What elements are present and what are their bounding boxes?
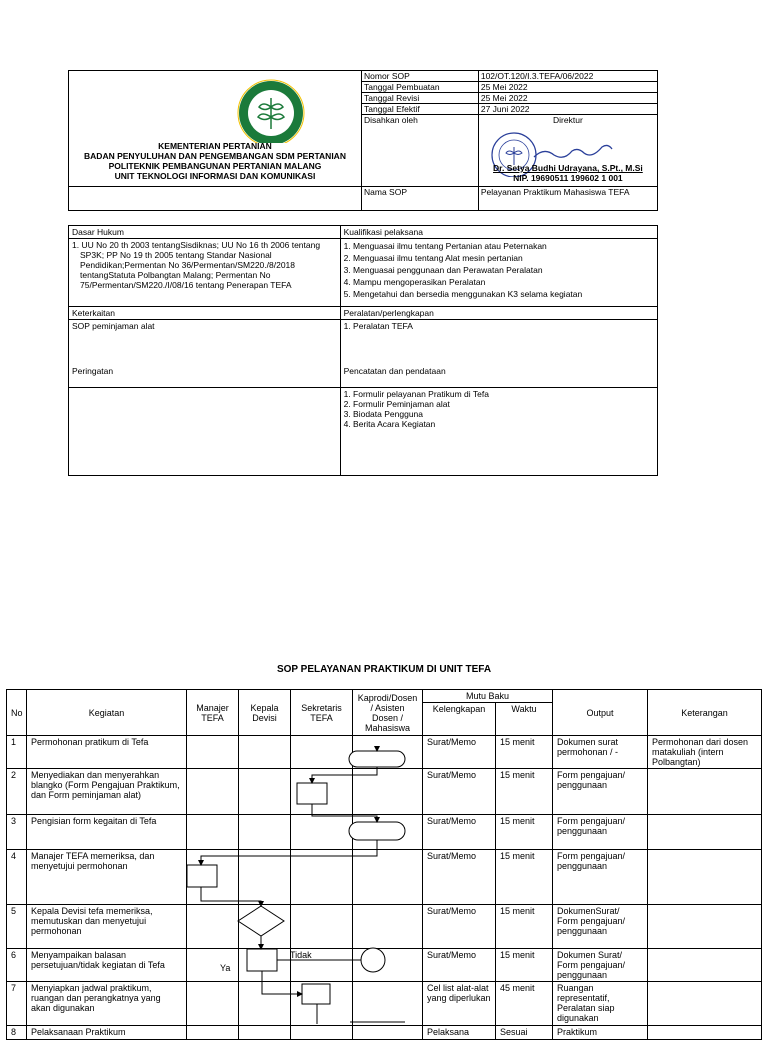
flow-kegiatan: Menyampaikan balasan persetujuan/tidak kegiatan di Tefa bbox=[27, 949, 187, 982]
process-box bbox=[187, 865, 217, 887]
flow-waktu: 15 menit bbox=[496, 736, 553, 769]
disahkan-label: Disahkan oleh bbox=[362, 115, 479, 187]
flow-waktu: 15 menit bbox=[496, 905, 553, 949]
col-kepala: Kepala Devisi bbox=[239, 690, 291, 736]
process-box bbox=[247, 949, 277, 971]
field-value: 25 Mei 2022 bbox=[478, 82, 657, 93]
lane-manajer bbox=[187, 1026, 239, 1040]
terminator-start bbox=[349, 751, 405, 767]
decision-diamond bbox=[238, 906, 284, 936]
flow-output: Dokumen Surat/ Form pengajuan/ penggunaan bbox=[553, 949, 648, 982]
flow-no: 7 bbox=[7, 982, 27, 1026]
flow-kelengkapan: Cel list alat-alat yang diperlukan bbox=[423, 982, 496, 1026]
col-keterangan: Keterangan bbox=[648, 690, 762, 736]
flow-output: Praktikum bbox=[553, 1026, 648, 1040]
field-label: Tanggal Revisi bbox=[362, 93, 479, 104]
flow-arrow bbox=[201, 840, 377, 865]
col-kegiatan: Kegiatan bbox=[27, 690, 187, 736]
direktur-label: Direktur bbox=[553, 115, 583, 125]
nama-sop-label: Nama SOP bbox=[362, 187, 479, 211]
col-manajer: Manajer TEFA bbox=[187, 690, 239, 736]
col-mutu: Mutu Baku bbox=[423, 690, 553, 703]
field-label: Nomor SOP bbox=[362, 71, 479, 82]
org-line: BADAN PENYULUHAN DAN PENGEMBANGAN SDM PERTANIAN bbox=[84, 151, 346, 161]
flow-kegiatan: Permohonan pratikum di Tefa bbox=[27, 736, 187, 769]
pencatatan-item: 1. Formulir pelayanan Pratikum di Tefa bbox=[343, 389, 489, 399]
flow-kelengkapan: Surat/Memo bbox=[423, 850, 496, 905]
org-line: KEMENTERIAN PERTANIAN bbox=[158, 141, 272, 151]
flow-waktu: Sesuai bbox=[496, 1026, 553, 1040]
field-value: 25 Mei 2022 bbox=[478, 93, 657, 104]
flow-kegiatan: Pelaksanaan Praktikum bbox=[27, 1026, 187, 1040]
flow-waktu: 45 menit bbox=[496, 982, 553, 1026]
flow-kegiatan: Menyediakan dan menyerahkan blangko (Form Pengajuan Praktikum, dan Form peminjaman alat) bbox=[27, 769, 187, 815]
flow-output: DokumenSurat/ Form pengajuan/ penggunaan bbox=[553, 905, 648, 949]
flow-no: 8 bbox=[7, 1026, 27, 1040]
org-line: POLITEKNIK PEMBANGUNAN PERTANIAN MALANG bbox=[108, 161, 322, 171]
flow-row bbox=[7, 1026, 762, 1040]
dasar-hukum-text: 1. UU No 20 th 2003 tentangSisdiknas; UU No 16 th 2006 tentang SP3K; PP No 19 th 2005 tentang Standar Nasional Pendidikan;Permentan No 36/Permentan/SM220./8/2018 tentangStatuta Polbangtan Malang; Permentan No 75/Permentan/SM220./I/08/16 tentang Penerapan TEFA bbox=[69, 239, 341, 307]
flow-kegiatan: Kepala Devisi tefa memeriksa, memutuskan dan menyetujui permohonan bbox=[27, 905, 187, 949]
col-kelengkapan: Kelengkapan bbox=[423, 703, 496, 736]
flow-no: 5 bbox=[7, 905, 27, 949]
lane-sekretaris bbox=[291, 1026, 353, 1040]
kualifikasi-item: 4. Mampu mengoperasikan Peralatan bbox=[343, 277, 486, 287]
flow-keterangan: Permohonan dari dosen matakuliah (intern Polbangtan) bbox=[648, 736, 762, 769]
director-nip: NIP. 19690511 199602 1 001 bbox=[513, 173, 623, 183]
lane-kepala bbox=[239, 1026, 291, 1040]
process-box bbox=[302, 984, 330, 1004]
kualifikasi-item: 5. Mengetahui dan bersedia menggunakan K3 selama kegiatan bbox=[343, 289, 583, 299]
director-name: Dr. Setya Budhi Udrayana, S.Pt., M.Si bbox=[493, 163, 643, 173]
field-label: Tanggal Pembuatan bbox=[362, 82, 479, 93]
label-tidak: Tidak bbox=[290, 950, 312, 960]
flow-kelengkapan: Surat/Memo bbox=[423, 949, 496, 982]
dasar-hukum-label: Dasar Hukum bbox=[69, 226, 341, 239]
flow-no: 1 bbox=[7, 736, 27, 769]
flow-kegiatan: Pengisian form kegaitan di Tefa bbox=[27, 815, 187, 850]
flow-output: Ruangan representatif, Peralatan siap digunakan bbox=[553, 982, 648, 1026]
field-value: 102/OT.120/I.3.TEFA/06/2022 bbox=[478, 71, 657, 82]
col-no: No bbox=[7, 690, 27, 736]
flow-kelengkapan: Surat/Memo bbox=[423, 736, 496, 769]
flow-waktu: 15 menit bbox=[496, 850, 553, 905]
pencatatan-item: 4. Berita Acara Kegiatan bbox=[343, 419, 436, 429]
field-label: Tanggal Efektif bbox=[362, 104, 479, 115]
flow-no: 6 bbox=[7, 949, 27, 982]
lane-kaprodi bbox=[353, 1026, 423, 1040]
nama-sop-value: Pelayanan Praktikum Mahasiswa TEFA bbox=[478, 187, 657, 211]
process-box bbox=[297, 783, 327, 804]
keterkaitan-label: Keterkaitan bbox=[69, 307, 341, 320]
flow-waktu: 15 menit bbox=[496, 769, 553, 815]
label-ya: Ya bbox=[220, 963, 231, 973]
flow-waktu: 15 menit bbox=[496, 949, 553, 982]
org-line: UNIT TEKNOLOGI INFORMASI DAN KOMUNIKASI bbox=[114, 171, 316, 181]
flow-kelengkapan: Surat/Memo bbox=[423, 769, 496, 815]
peralatan-label: Peralatan/perlengkapan bbox=[340, 307, 657, 320]
peralatan-text: 1. Peralatan TEFA bbox=[343, 321, 413, 331]
flow-output: Form pengajuan/ penggunaan bbox=[553, 850, 648, 905]
keterkaitan-text: SOP peminjaman alat bbox=[72, 321, 155, 331]
flow-arrow bbox=[312, 767, 377, 783]
field-value: 27 Juni 2022 bbox=[478, 104, 657, 115]
connector-circle bbox=[361, 948, 385, 972]
flow-arrow bbox=[312, 804, 377, 822]
flow-kelengkapan: Surat/Memo bbox=[423, 815, 496, 850]
flow-no: 4 bbox=[7, 850, 27, 905]
flow-kelengkapan: Pelaksana bbox=[423, 1026, 496, 1040]
flow-waktu: 15 menit bbox=[496, 815, 553, 850]
pencatatan-item: 3. Biodata Pengguna bbox=[343, 409, 423, 419]
col-kaprodi: Kaprodi/Dosen / Asisten Dosen / Mahasiswa bbox=[353, 690, 423, 736]
flow-no: 2 bbox=[7, 769, 27, 815]
flow-output: Form pengajuan/ penggunaan bbox=[553, 769, 648, 815]
flow-keterangan bbox=[648, 1026, 762, 1040]
kualifikasi-item: 3. Menguasai penggunaan dan Perawatan Peralatan bbox=[343, 265, 543, 275]
flow-arrow bbox=[262, 971, 302, 994]
flow-arrow bbox=[201, 887, 261, 906]
kualifikasi-item: 2. Menguasai ilmu tentang Alat mesin pertanian bbox=[343, 253, 523, 263]
kualifikasi-item: 1. Menguasai ilmu tentang Pertanian atau Peternakan bbox=[343, 241, 547, 251]
col-output: Output bbox=[553, 690, 648, 736]
peringatan-label: Peringatan bbox=[72, 366, 114, 376]
pencatatan-item: 2. Formulir Peminjaman alat bbox=[343, 399, 450, 409]
col-waktu: Waktu bbox=[496, 703, 553, 736]
terminator-shape bbox=[349, 822, 405, 840]
flow-title: SOP PELAYANAN PRAKTIKUM DI UNIT TEFA bbox=[276, 664, 492, 675]
pencatatan-label: Pencatatan dan pendataan bbox=[343, 366, 446, 376]
flow-kegiatan: Menyiapkan jadwal praktikum, ruangan dan perangkatnya yang akan digunakan bbox=[27, 982, 187, 1026]
flow-kegiatan: Manajer TEFA memeriksa, dan menyetujui permohonan bbox=[27, 850, 187, 905]
flow-output: Form pengajuan/ penggunaan bbox=[553, 815, 648, 850]
col-sekretaris: Sekretaris TEFA bbox=[291, 690, 353, 736]
flow-no: 3 bbox=[7, 815, 27, 850]
kualifikasi-label: Kualifikasi pelaksana bbox=[340, 226, 657, 239]
flow-kelengkapan: Surat/Memo bbox=[423, 905, 496, 949]
flow-output: Dokumen surat permohonan / - bbox=[553, 736, 648, 769]
